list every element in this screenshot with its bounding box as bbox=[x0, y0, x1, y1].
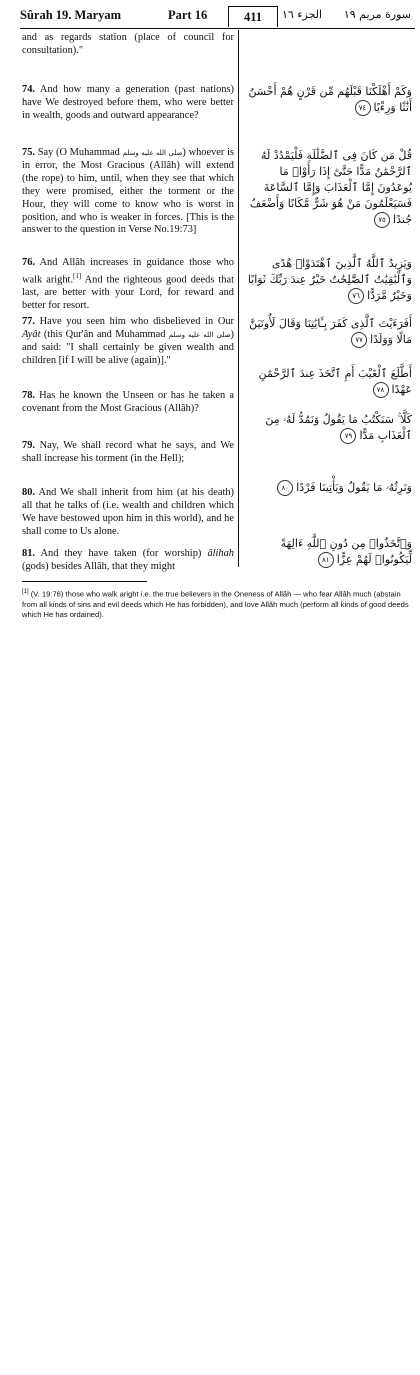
column-divider bbox=[238, 30, 239, 567]
verse-text: (gods) besides Allâh, that they might bbox=[22, 560, 175, 572]
arabic-text: كَلَّا ۚ سَنَكْتُبُ مَا يَقُولُ وَنَمُدُّ لَهُۥ مِنَ ٱلْعَذَابِ مَدًّا bbox=[265, 413, 412, 442]
arabic-surah-title: سورة مريم ١٩ bbox=[343, 8, 411, 21]
arabic-verse-75 bbox=[246, 148, 412, 228]
verse-continuation bbox=[22, 32, 234, 58]
arabic-verse-79 bbox=[246, 412, 412, 444]
verse-number: 75. bbox=[22, 147, 35, 158]
footnote-text: (V. 19:76) those who walk aright i.e. the true believers in the Oneness of Allâh — who fear Allâh much (abstain from all kinds of sins and evil deeds which He has forbidden), and love Allâh much (perform all kinds of good deeds which He has ordained). bbox=[22, 589, 409, 619]
verse-text: Say (O Muhammad bbox=[35, 147, 123, 158]
verse-76 bbox=[22, 257, 234, 313]
verse-number: 76. bbox=[22, 257, 35, 268]
alihah-term: âlihah bbox=[207, 548, 234, 559]
verse-end-marker: ٧٥ bbox=[374, 212, 390, 228]
verse-end-marker: ٧٨ bbox=[373, 382, 389, 398]
arabic-verse-78 bbox=[246, 366, 412, 398]
arabic-part-label: الجزء ١٦ bbox=[282, 8, 323, 21]
verse-text: (this Qur'ân and Muhammad bbox=[40, 328, 169, 340]
verse-end-marker: ٧٩ bbox=[340, 428, 356, 444]
footnote-marker: [1] bbox=[22, 589, 29, 595]
arabic-text: وَنَرِثُهُۥ مَا يَقُولُ وَيَأْتِينَا فَرْدًا bbox=[296, 481, 412, 494]
arabic-text: قُلْ مَن كَانَ فِى ٱلضَّلَٰلَةِ فَلْيَمْدُدْ لَهُ ٱلرَّحْمَٰنُ مَدًّا حَتَّىٰٓ إِذَا رَأَوْا۟ مَا يُوعَدُونَ إِمَّا ٱلْعَذَابَ وَإِمَّا ٱلسَّاعَةَ فَسَيَعْلَمُونَ مَنْ هُوَ شَرٌّ مَّكَانًا وَأَضْعَفُ جُندًا bbox=[249, 149, 412, 226]
verse-text: And the righteous good deeds that last, are better with your Lord, for reward and better for resort. bbox=[22, 274, 234, 312]
verse-79 bbox=[22, 440, 234, 466]
verse-75 bbox=[22, 147, 234, 237]
surah-title: Sûrah 19. Maryam bbox=[20, 8, 122, 22]
verse-end-marker: ٧٦ bbox=[348, 288, 364, 304]
arabic-text: وَكَمْ أَهْلَكْنَا قَبْلَهُم مِّن قَرْنٍ هُمْ أَحْسَنُ أَثَٰثًا وَرِءْيًا bbox=[248, 85, 412, 114]
verse-80 bbox=[22, 487, 234, 539]
arabic-text: أَطَّلَعَ ٱلْغَيْبَ أَمِ ٱتَّخَذَ عِندَ ٱلرَّحْمَٰنِ عَهْدًا bbox=[258, 367, 412, 396]
verse-text: And they have taken (for worship) bbox=[35, 548, 208, 559]
verse-number: 79. bbox=[22, 440, 35, 451]
verse-text: Nay, We shall record what he says, and We shall increase his torment (in the Hell); bbox=[22, 440, 234, 464]
page-number: 411 bbox=[228, 6, 278, 27]
verse-text: And We shall inherit from him (at his death) all that he talks of (i.e. wealth and children which We have bestowed upon him in this world), and he shall come to Us alone. bbox=[22, 487, 234, 537]
verse-text: ) whoever is in error, the Most Gracious (Allâh) will extend (the rope) to him, until, when they see that which they were promised, either the torment or the Hour, they will come to know who is worst in position, and who is weaker in forces. [This is the answer to the question in Verse No.19:73] bbox=[22, 147, 234, 236]
ayat-term: Ayât bbox=[22, 328, 41, 340]
verse-text: And how many a generation (past nations) have We destroyed before them, who were better in wealth, goods and outward appearance? bbox=[22, 84, 234, 121]
verse-end-marker: ٧٧ bbox=[351, 332, 367, 348]
verse-text: Have you seen him who disbelieved in Our bbox=[35, 316, 234, 327]
footnote-divider bbox=[22, 581, 147, 582]
verse-81 bbox=[22, 548, 234, 574]
verse-77 bbox=[22, 316, 234, 368]
verse-end-marker: ٨٠ bbox=[277, 480, 293, 496]
verse-number: 77. bbox=[22, 316, 35, 327]
footnote bbox=[22, 587, 414, 620]
verse-text: and as regards station (place of council for consultation)." bbox=[22, 32, 234, 56]
arabic-text: أَفَرَءَيْتَ ٱلَّذِى كَفَرَ بِـَٔايَٰتِنَا وَقَالَ لَأُوتَيَنَّ مَالًا وَوَلَدًا bbox=[249, 317, 412, 346]
verse-text: And Allâh increases in guidance those who walk aright. bbox=[22, 257, 234, 286]
arabic-verse-81 bbox=[246, 536, 412, 568]
verse-74 bbox=[22, 84, 234, 123]
salutation: صلى الله عليه وسلم bbox=[122, 149, 183, 157]
arabic-text: وَٱتَّخَذُوا۟ مِن دُونِ ٱللَّهِ ءَالِهَةً لِّيَكُونُوا۟ لَهُمْ عِزًّا bbox=[280, 537, 412, 566]
arabic-verse-80 bbox=[246, 480, 412, 496]
verse-text: ) and said: "I shall certainly be given wealth and children [if I will be alive (again)]." bbox=[22, 328, 235, 366]
arabic-text: وَيَزِيدُ ٱللَّهُ ٱلَّذِينَ ٱهْتَدَوْا۟ هُدًى وَٱلْبَٰقِيَٰتُ ٱلصَّٰلِحَٰتُ خَيْرٌ عِندَ رَبِّكَ ثَوَابًا وَخَيْرٌ مَّرَدًّا bbox=[247, 257, 412, 302]
verse-number: 74. bbox=[22, 84, 35, 95]
verse-number: 78. bbox=[22, 390, 35, 401]
arabic-verse-77 bbox=[246, 316, 412, 348]
verse-end-marker: ٨١ bbox=[318, 552, 334, 568]
verse-text: Has he known the Unseen or has he taken a covenant from the Most Gracious (Allâh)? bbox=[22, 390, 234, 414]
arabic-verse-74 bbox=[246, 84, 412, 116]
arabic-verse-76 bbox=[246, 256, 412, 304]
page-header bbox=[20, 6, 415, 29]
footnote-ref: [1] bbox=[73, 271, 82, 280]
verse-number: 80. bbox=[22, 487, 35, 498]
verse-78 bbox=[22, 390, 234, 416]
salutation: صلى الله عليه وسلم bbox=[168, 330, 231, 339]
verse-number: 81. bbox=[22, 548, 35, 559]
verse-end-marker: ٧٤ bbox=[355, 100, 371, 116]
part-label: Part 16 bbox=[168, 8, 208, 22]
